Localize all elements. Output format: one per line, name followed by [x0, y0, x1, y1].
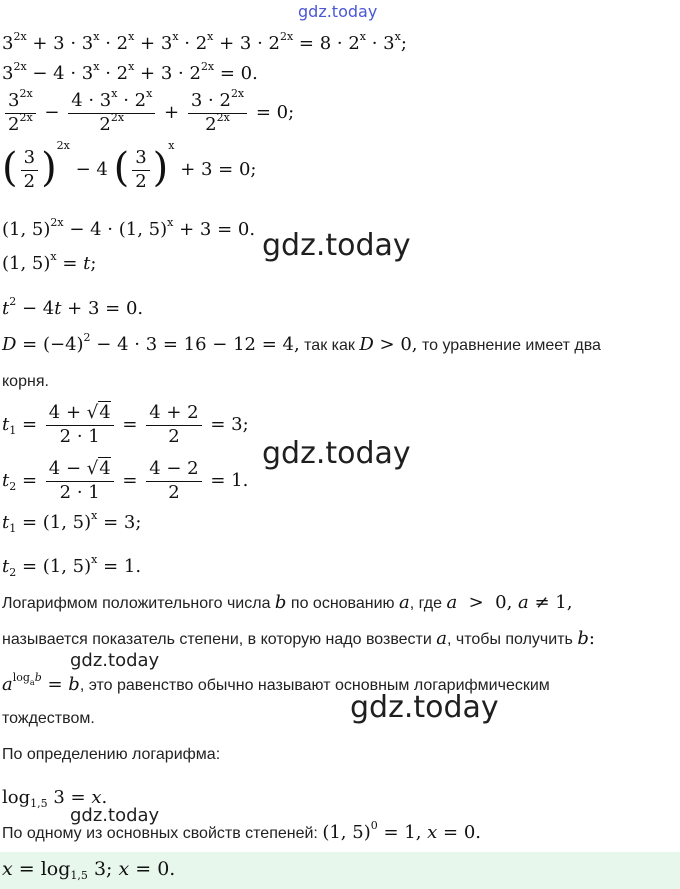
identity-word: тождеством. [2, 710, 95, 727]
by-definition: По определению логарифма: [2, 746, 221, 763]
answer-text: $x = \log_{1,5} 3$; x = 0. [2, 858, 176, 882]
log-definition-line-1: Логарифмом положительного числа b по основанию a, где a > 0, a ≠ 1, [2, 592, 573, 613]
discriminant-line: $D = (-4)^2 - 4 \cdot 3 = 16 - 12 = 4$, так как D > 0, то уравнение имеет два [2, 331, 601, 355]
watermark-3: gdz.today [70, 650, 160, 671]
equation-line-4: ( $\frac{3}{2}$ )$^{2x}$ − 4 ( $\frac{3}{2}$ )$^x$ + 3 = 0; [2, 139, 257, 192]
watermark-top: gdz.today [298, 2, 378, 21]
equation-line-5: (1, 5)$^{2x}$ − 4 · (1, 5)$^x$ + 3 = 0. [2, 216, 256, 240]
answer-box [0, 852, 680, 889]
log-identity-line: $a^{log_ab} = b$, это равенство обычно называют основным логарифмическим [2, 671, 550, 695]
power-property-line: По одному из основных свойств степеней: (1, 5)$^0$ = 1, x = 0. [2, 819, 482, 843]
equation-line-2: $3^{2x} - 4 \cdot 3^x \cdot 2^x + 3 \cdot 2^{2x} = 0$. [2, 60, 258, 84]
watermark-5: gdz.today [70, 805, 160, 826]
watermark-1: gdz.today [262, 228, 411, 263]
log-definition-line-2: называется показатель степени, в которую надо возвести a, чтобы получить b: [2, 628, 595, 649]
discriminant-note: так как [304, 337, 355, 354]
roots-word: корня. [2, 373, 49, 390]
log-equation: $\log_{1,5} 3 = x$. [2, 787, 108, 810]
root-t1-formula: $t_1$ = $\frac{4 + √4}{2 \cdot 1}$ = $\frac{4 + 2}{2}$ = 3; [2, 402, 249, 447]
equation-line-3: $\frac{3^{2x}}{2^{2x}}$ − $\frac{4 \cdot 3^x \cdot 2^x}{2^{2x}}$ + $\frac{3 \cdot 2^{2x}}{2^{2x}}$ = 0; [2, 90, 294, 136]
equation-line-6: (1, 5)$^x$ = t; [2, 250, 97, 274]
t1-equation: $t_1 = (1$, 5)$^x$ = 3; [2, 509, 142, 535]
root-t2-formula: $t_2$ = $\frac{4 - √4}{2 \cdot 1}$ = $\frac{4 - 2}{2}$ = 1. [2, 458, 249, 503]
watermark-4: gdz.today [350, 690, 499, 725]
equation-line-7: $t^2 - 4t + 3 = 0$. [2, 295, 144, 319]
t2-equation: $t_2 = (1$, 5)$^x$ = 1. [2, 553, 142, 579]
discriminant-conclusion: то уравнение имеет два [421, 337, 601, 354]
watermark-2: gdz.today [262, 436, 411, 471]
equation-line-1: $3^{2x} + 3 \cdot 3^x \cdot 2^x + 3^x \cdot 2^x + 3 \cdot 2^{2x} = 8 \cdot 2^x \cdot 3^x$; [2, 30, 407, 54]
